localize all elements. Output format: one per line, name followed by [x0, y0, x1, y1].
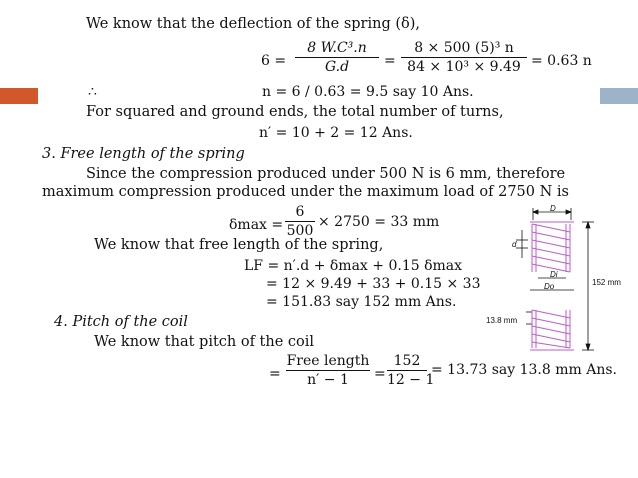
eq1-f2-denominator: 84 × 10³ × 9.49 [407, 59, 521, 75]
pitch-intro: We know that pitch of the coil [94, 334, 315, 350]
squared-ends-text: For squared and ground ends, the total number of turns, [86, 104, 504, 120]
heading-free-length: 3. Free length of the spring [42, 146, 245, 162]
heading-pitch: 4. Pitch of the coil [54, 314, 188, 330]
arrow-icon [533, 210, 538, 214]
eq4-denominator: 500 [286, 223, 314, 239]
free-length-intro: We know that free length of the spring, [94, 237, 384, 253]
label-Di: Di [550, 270, 558, 279]
eq1-lhs: 6 = [261, 53, 287, 69]
eq1-equals: = [384, 53, 396, 69]
arrow-icon [586, 222, 590, 228]
eq6-equals: = [374, 366, 386, 382]
compression-text-2: maximum compression produced under the maximum load of 2750 N is [42, 184, 569, 200]
equation-free-length-2: = 12 × 9.49 + 33 + 0.15 × 33 [266, 276, 481, 292]
eq6-equals-lead: = [269, 366, 281, 382]
eq4-numerator: 6 [295, 204, 305, 220]
eq6-result: = 13.73 say 13.8 mm Ans. [431, 362, 617, 378]
eq6-fraction-1 [286, 353, 370, 388]
therefore-symbol: ∴ [88, 84, 97, 100]
eq4-lhs: δmax = [229, 217, 284, 233]
eq6-f2-numerator: 152 [393, 353, 421, 369]
equation-free-length-3: = 151.83 say 152 mm Ans. [266, 294, 457, 310]
arrow-icon [586, 344, 590, 350]
eq6-fraction-2 [387, 353, 435, 388]
eq4-rhs: × 2750 = 33 mm [318, 214, 440, 230]
label-d: d [512, 240, 517, 249]
eq4-fraction [285, 204, 315, 239]
eq1-f1-numerator: 8 W.C³.n [307, 40, 367, 56]
equation-turns: n = 6 / 0.63 = 9.5 say 10 Ans. [262, 84, 474, 100]
label-D: D [550, 204, 556, 213]
label-Do: Do [544, 282, 555, 291]
deflection-intro: We know that the deflection of the spring (δ), [86, 16, 421, 32]
label-13-8mm: 13.8 mm [486, 316, 518, 325]
arrow-icon [566, 210, 571, 214]
accent-bar-right [600, 88, 638, 104]
eq6-f1-numerator: Free length [286, 353, 370, 369]
eq1-result: = 0.63 n [531, 53, 592, 69]
eq1-fraction-1 [295, 40, 379, 75]
eq1-fraction-2 [401, 40, 527, 75]
eq6-f2-denominator: 12 − 1 [387, 372, 435, 388]
eq1-f1-denominator: G.d [324, 59, 350, 75]
eq1-f2-numerator: 8 × 500 (5)³ n [414, 40, 514, 56]
compression-text-1: Since the compression produced under 500 N is 6 mm, therefore [86, 166, 566, 182]
accent-bar-left [0, 88, 38, 104]
eq6-f1-denominator: n′ − 1 [307, 372, 349, 388]
equation-free-length-1: LF = n′.d + δmax + 0.15 δmax [244, 258, 463, 274]
equation-total-turns: n′ = 10 + 2 = 12 Ans. [259, 125, 413, 141]
label-152mm: 152 mm [592, 278, 621, 287]
